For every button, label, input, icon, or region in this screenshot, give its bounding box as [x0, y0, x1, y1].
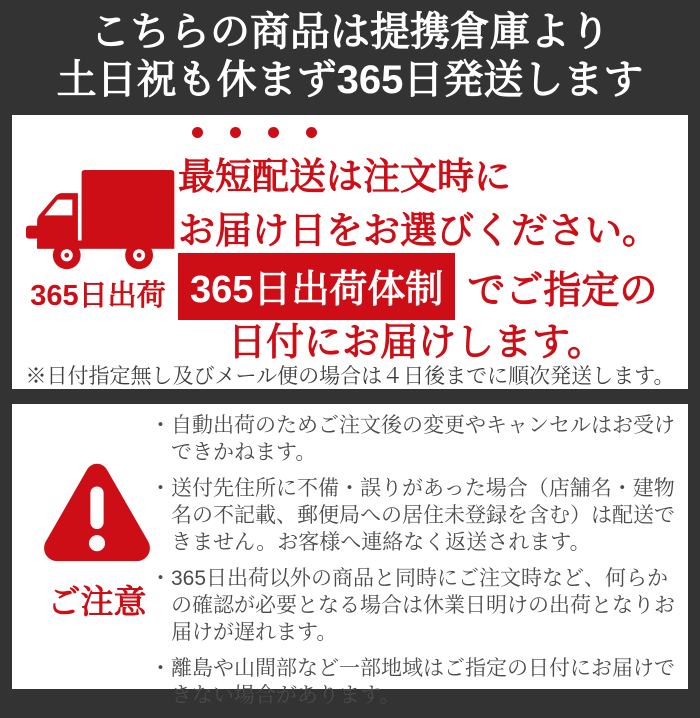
list-item [150, 655, 678, 709]
bullet-text: 365日出荷以外の商品と同時にご注文時など、何らかの確認が必要となる場合は休業日明けの出荷となりお届けが遅れます。 [171, 567, 675, 644]
banner-line-1: こちらの商品は提携倉庫より [90, 10, 610, 54]
shipping-headline-line4: 日付にお届けします。 [228, 322, 605, 364]
emphasis-dots [178, 127, 330, 138]
list-item [150, 565, 678, 646]
list-item [150, 475, 678, 556]
shipping-headline-line2: お届け日をお選びください。 [178, 210, 659, 251]
warning-icon [40, 460, 154, 564]
bullet-text: 自動出荷のためご注文後の変更やキャンセルはお受けできかねます。 [171, 414, 675, 464]
bullet-marker: ・ [150, 657, 171, 680]
caution-label: ご注意 [47, 583, 147, 620]
shipping-headline-line1: 最短配送は注文時に [178, 156, 511, 197]
emphasis-dot [268, 127, 279, 138]
truck-icon [22, 170, 182, 272]
top-banner [0, 0, 700, 115]
emphasis-dot [192, 127, 203, 138]
truck-label: 365日出荷 [30, 280, 166, 312]
shipping-note: ※日付指定無し及びメール便の場合は４日後までに順次発送します。 [25, 365, 675, 388]
highlight-suffix: でご指定の [467, 270, 658, 312]
bullet-marker: ・ [150, 567, 171, 590]
banner-line-2: 土日祝も休まず365日発送します [56, 58, 644, 102]
caution-panel [12, 404, 688, 707]
emphasis-dot [230, 127, 241, 138]
list-item [150, 412, 678, 466]
highlight-box: 365日出荷体制 [178, 253, 455, 320]
bullet-marker: ・ [150, 414, 171, 437]
bullet-text: 離島や山間部など一部地域はご指定の日付にお届けできない場合があります。 [171, 657, 675, 707]
bullet-marker: ・ [150, 477, 171, 500]
shipping-highlight-line [178, 253, 657, 320]
caution-bullet-list [150, 412, 678, 718]
bullet-text: 送付先住所に不備・誤りがあった場合（店舗名・建物名の不記載、郵便局への居住未登録を含む）は配送できません。お客様へ連絡なく返送されます。 [171, 477, 675, 554]
shipping-panel [12, 115, 688, 389]
emphasis-dot [306, 127, 317, 138]
